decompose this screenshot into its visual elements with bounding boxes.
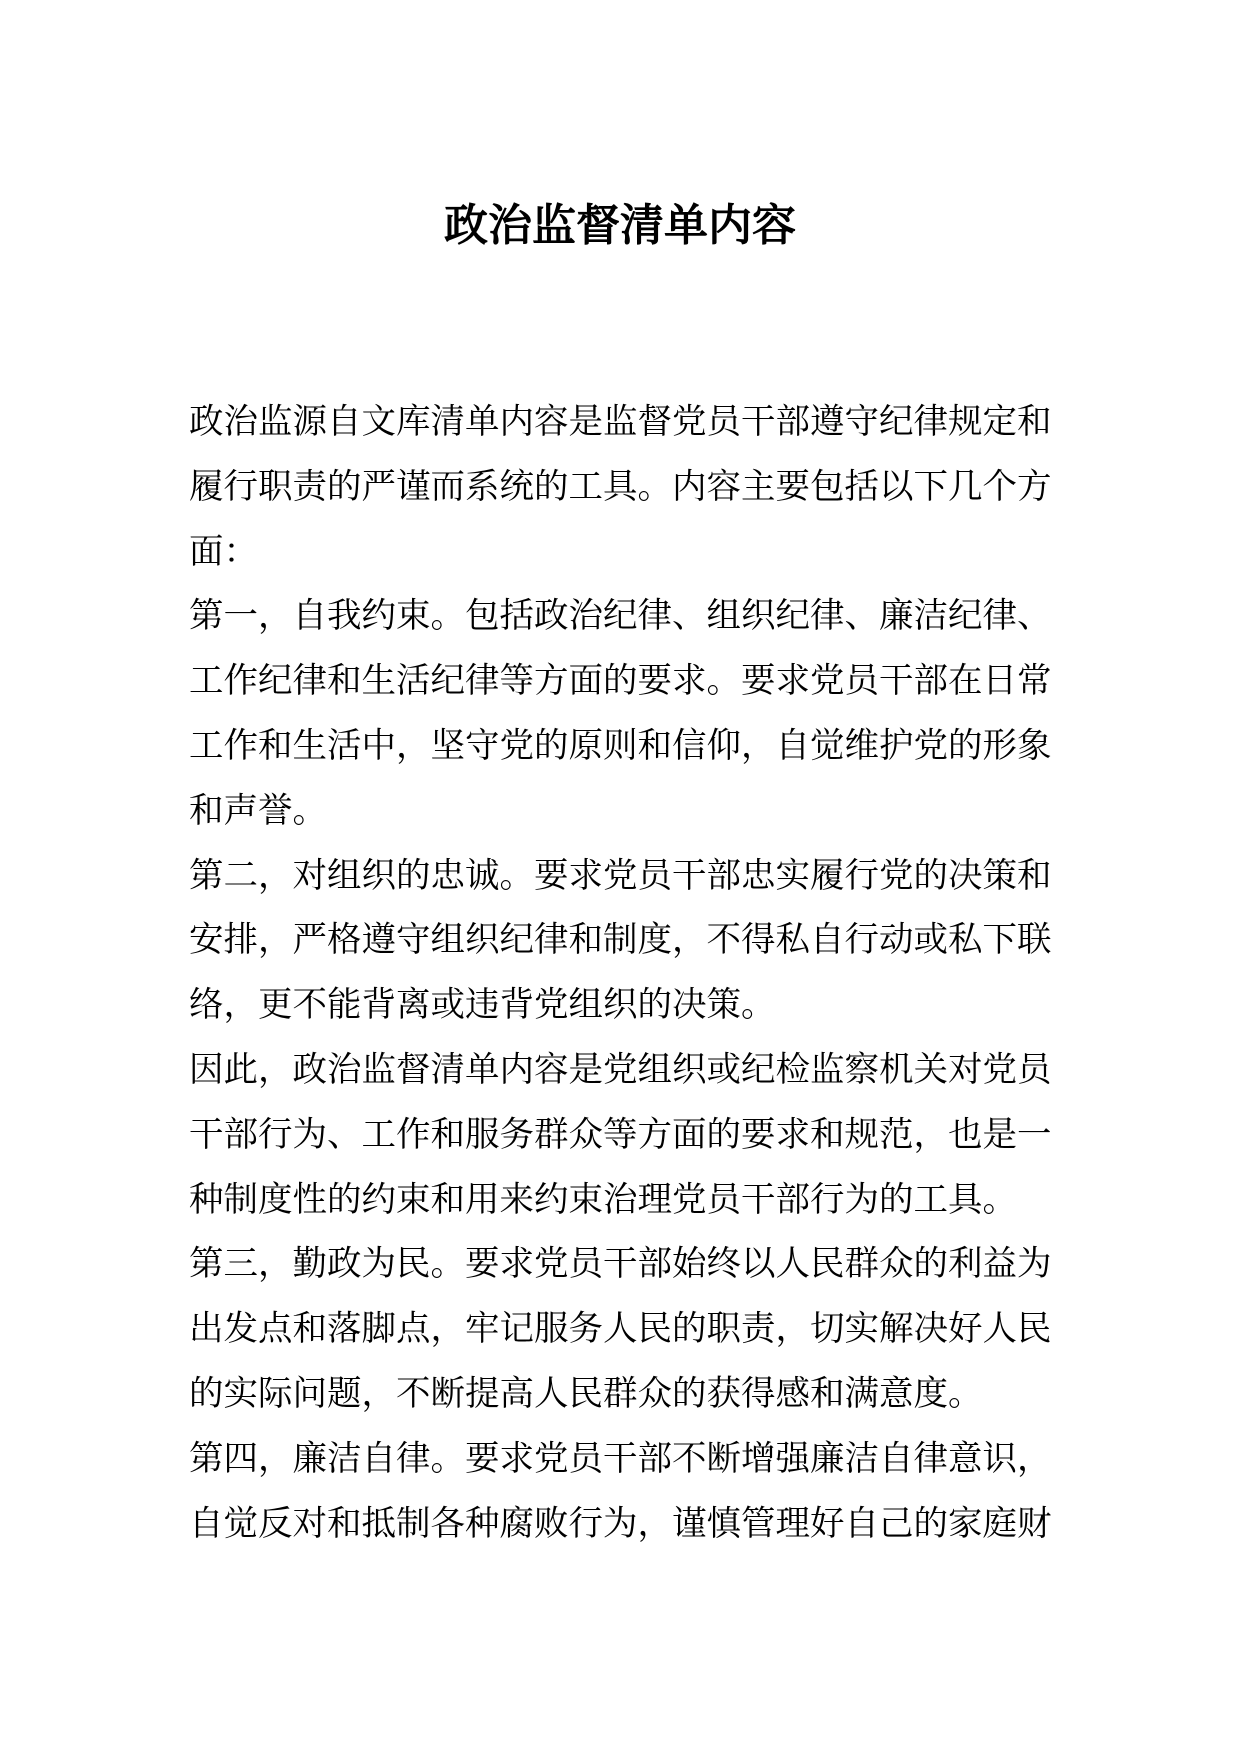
text-line: 干部行为、工作和服务群众等方面的要求和规范，也是一 — [189, 1114, 1052, 1155]
text-line: 安排，严格遵守组织纪律和制度，不得私自行动或私下联 — [189, 920, 1052, 961]
text-line: 因此，政治监督清单内容是党组织或纪检监察机关对党员 — [189, 1049, 1052, 1090]
text-line: 履行职责的严谨而系统的工具。内容主要包括以下几个方 — [189, 466, 1052, 507]
document-body — [189, 390, 1061, 1556]
text-line: 政治监源自文库清单内容是监督党员干部遵守纪律规定和 — [189, 402, 1052, 442]
text-line: 络，更不能背离或违背党组织的决策。 — [189, 985, 776, 1026]
text-line: 第一，自我约束。包括政治纪律、组织纪律、廉洁纪律、 — [189, 596, 1052, 637]
text-line: 第二，对组织的忠诚。要求党员干部忠实履行党的决策和 — [189, 855, 1052, 896]
text-line: 第三，勤政为民。要求党员干部始终以人民群众的利益为 — [189, 1244, 1052, 1285]
text-line: 工作纪律和生活纪律等方面的要求。要求党员干部在日常 — [189, 661, 1052, 702]
text-line: 的实际问题，不断提高人民群众的获得感和满意度。 — [189, 1373, 983, 1414]
text-line: 出发点和落脚点，牢记服务人民的职责，切实解决好人民 — [189, 1309, 1052, 1350]
text-line: 和声誉。 — [189, 790, 327, 831]
text-line: 面： — [189, 531, 258, 572]
text-line: 工作和生活中，坚守党的原则和信仰，自觉维护党的形象 — [189, 725, 1052, 766]
text-line: 第四，廉洁自律。要求党员干部不断增强廉洁自律意识， — [189, 1438, 1052, 1479]
document-title: 政治监督清单内容 — [444, 200, 796, 251]
text-line: 种制度性的约束和用来约束治理党员干部行为的工具。 — [189, 1179, 1017, 1220]
text-line: 自觉反对和抵制各种腐败行为，谨慎管理好自己的家庭财 — [189, 1503, 1052, 1544]
